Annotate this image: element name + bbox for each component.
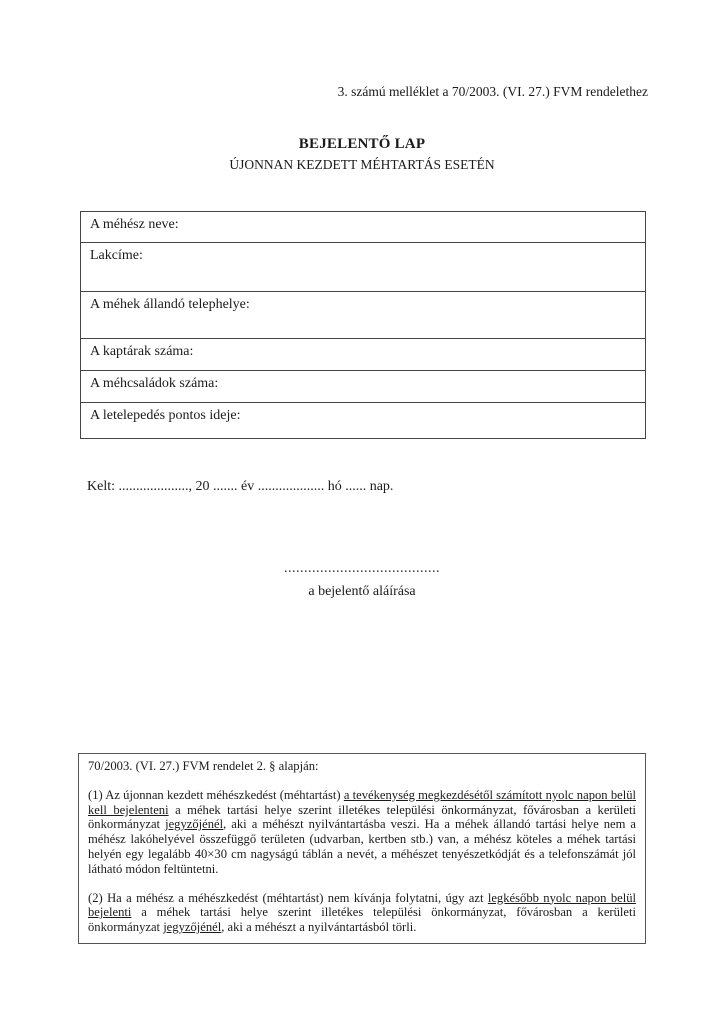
page-subtitle: ÚJONNAN KEZDETT MÉHTARTÁS ESETÉN [229, 157, 495, 172]
field-hive-count: A kaptárak száma: [81, 339, 646, 371]
field-beekeeper-name: A méhész neve: [81, 212, 646, 243]
underlined-text: a tevékenység megkezdésétől számított nyolc napon belül kell bejelenteni [88, 787, 636, 817]
plain-text: (2) Ha a méhész a méhészkedést (méhtartást) nem kívánja folytatni, úgy azt [88, 890, 488, 905]
title-block [0, 135, 724, 174]
plain-text: (1) Az újonnan kezdett méhészkedést (méhtartást) [88, 787, 344, 802]
registration-form-table [80, 211, 646, 439]
table-row [81, 339, 646, 371]
table-row [81, 212, 646, 243]
table-row [81, 371, 646, 403]
field-permanent-site: A méhek állandó telephelye: [81, 292, 646, 339]
field-settlement-date: A letelepedés pontos ideje: [81, 403, 646, 439]
plain-text: a méhek tartási helye szerint illetékes települési önkormányzat, fővárosban a kerületi önkormányzat [88, 905, 636, 935]
plain-text: a méhek tartási helye szerint illetékes települési önkormányzat, fővárosban a kerületi önkormányzat [88, 802, 636, 832]
field-home-address: Lakcíme: [81, 243, 646, 292]
page-title: BEJELENTŐ LAP [298, 136, 426, 152]
annex-reference: 3. számú melléklet a 70/2003. (VI. 27.) FVM rendelethez [337, 84, 648, 99]
legal-notice-box [78, 753, 646, 944]
signature-caption: a bejelentő aláírása [308, 584, 416, 599]
underlined-text: legkésőbb nyolc napon belül bejelenti [88, 890, 636, 920]
plain-text: , aki a méhészt nyilvántartásba veszi. Ha a méhek állandó tartási helye nem a méhész lakóhelyével összefüggő területen (udvarban, kertben stb.) van, a méhész köteles a méhek tartási helyén egy legalább 40×30 cm nagyságú táblán a nevét, a méhészet tenyészetkódját és a telefonszámát jól látható módon feltüntetni. [88, 817, 637, 876]
legal-heading: 70/2003. (VI. 27.) FVM rendelet 2. § alapján: [88, 759, 319, 773]
table-row [81, 403, 646, 439]
signature-dotted-line: ....................................... [284, 561, 440, 576]
date-fill-line: Kelt: ...................., 20 ....... év ................... hó ...... nap. [87, 479, 394, 494]
signature-block [0, 562, 724, 600]
field-colony-count: A méhcsaládok száma: [81, 371, 646, 403]
underlined-text: jegyzőjénél [165, 817, 224, 832]
legal-paragraph-2 [88, 891, 636, 935]
table-row [81, 292, 646, 339]
table-row [81, 243, 646, 292]
legal-paragraph-1 [88, 788, 636, 877]
plain-text: , aki a méhészt a nyilvántartásból törli. [221, 920, 417, 935]
underlined-text: jegyzőjénél [163, 920, 222, 935]
